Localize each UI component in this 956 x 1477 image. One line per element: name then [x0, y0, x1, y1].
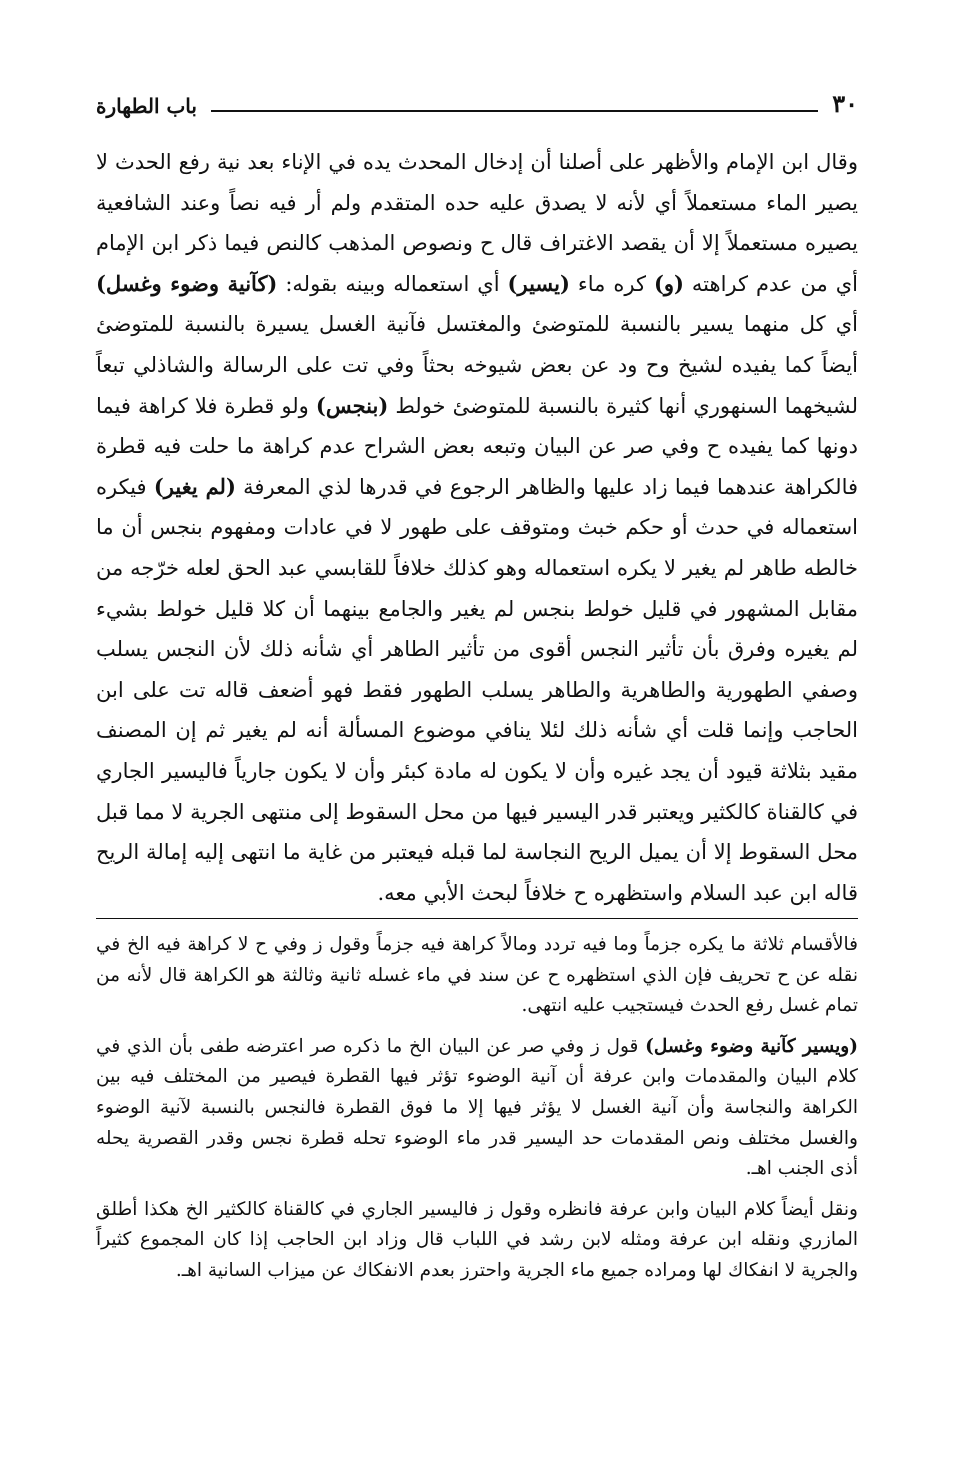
- footnotes: [96, 930, 858, 1297]
- running-header: [96, 84, 858, 118]
- bold-term: (و): [653, 270, 684, 296]
- bold-term: (لم يغير): [153, 473, 236, 499]
- bold-term: (كآنية وضوء وغسل): [96, 270, 278, 296]
- footnote-separator: [96, 918, 858, 919]
- footnote-paragraph-3: ونقل أيضاً كلام البيان وابن عرفة فانظره وقول ز فاليسير الجاري في كالقناة كالكثير الخ هكذا أطلق المازري ونقله ابن عرفة ومثله لابن رشد في اللباب قال وزاد ابن الحاجب إذا كان المجموع كثيراً والجرية لا انفكاك لها ومراده جميع ماء الجرية واحترز بعدم الانفكاك عن ميزاب السانية اهـ.: [96, 1198, 858, 1281]
- text-run: كره ماء: [569, 271, 654, 296]
- footnote-text: قول ز وفي صر عن البيان الخ ما ذكره صر اعترضه طفى بأن الذي في كلام البيان والمقدمات وابن عرفة أن آنية الوضوء تؤثر فيها القطرة فيصير من المختلف فيه بين الكراهة والنجاسة وأن آنية الغسل لا يؤثر فيها إلا ما فوق القطرة فالنجس بالنسبة لآنية الوضوء والغسل مختلف ونص المقدمات حد اليسير قدر ماء الوضوء تحله قطرة نجس وقدر القصرية يحله أذى الجنب اهـ.: [96, 1035, 858, 1180]
- text-run: وقال ابن الإمام والأظهر على أصلنا أن إدخال المحدث يده في الإناء بعد نية رفع الحدث لا يصير الماء مستعملاً أي لأنه لا يصدق عليه حده المتقدم ولم أر فيه نصاً وعند الشافعية يصيره مستعملاً إلا أن يقصد الاغتراف قال ح ونصوص المذهب كالنص فيما ذكر ابن الإمام أي من عدم كراهته: [96, 150, 858, 296]
- bold-term: (يسير): [507, 270, 570, 296]
- footnote-paragraph-2: [96, 1032, 858, 1185]
- main-text: [96, 142, 858, 913]
- footnote-lemma: (ويسير كآنية وضوء وغسل): [645, 1035, 858, 1057]
- chapter-title: باب الطهارة: [96, 94, 197, 118]
- header-rule: [211, 110, 818, 112]
- main-paragraph: [96, 142, 858, 913]
- text-run: أي كل منهما يسير بالنسبة للمتوضئ والمغتسل فآنية الغسل يسيرة بالنسبة للمتوضئ أيضاً كما يفيده لشيخ وح ود عن بعض شيوخه بحثاً وفي تت على الرسالة والشاذلي تبعاً لشيخهما السنهوري أنها كثيرة بالنسبة للمتوضئ خولط: [96, 312, 858, 418]
- text-run: فيكره استعماله في حدث أو حكم خبث ومتوقف على طهور لا في عادات ومفهوم بنجس أن ما خالطه طاهر لم يغير لا يكره استعماله وهو كذلك خلافاً للقابسي عبد الحق لعله خرّجه من مقابل المشهور في قليل خولط بنجس لم يغير والجامع بينهما أن كلا قليل خولط بشيء لم يغيره وفرق بأن تأثير النجس أقوى من تأثير الطاهر أي شأنه ذلك لأن النجس يسلب وصفي الطهورية والطاهرية والطاهر يسلب الطهور فقط فهو أضعف قاله تت على ابن الحاجب وإنما قلت أي شأنه ذلك لئلا ينافي موضوع المسألة أنه لم يغير ثم إن المصنف مقيد بثلاثة قيود أن يجد غيره وأن لا يكون له مادة كبئر وأن لا يكون جارياً فاليسير الجاري في كالقناة كالكثير ويعتبر قدر اليسير فيها من محل السقوط إلى منتهى الجرية لا مما قبل محل السقوط إلا أن يميل الريح النجاسة لما قبله فيعتبر من غاية ما انتهى إليه إمالة الريح قاله ابن عبد السلام واستظهره ح خلافاً لبحث الأبي معه.: [96, 474, 858, 905]
- bold-term: (بنجس): [315, 392, 389, 418]
- footnote-paragraph-1: فالأقسام ثلاثة ما يكره جزماً وما فيه تردد ومالاً كراهة فيه جزماً وقول ز وفي ح لا كراهة فيه الخ في نقله عن ح تحريف فإن الذي استظهره ح عن سند في ماء غسله ثانية وثالثة هو الكراهة قال لأنه من تمام غسل رفع الحدث فيستجيب عليه انتهى.: [96, 934, 858, 1017]
- text-run: ولو قطرة فلا كراهة فيما دونها كما يفيده ح وفي صر عن البيان وتبعه بعض الشراح عدم كراهة ما حلت فيه قطرة فالكراهة عندهما فيما زاد عليها والظاهر الرجوع في قدرها لذي المعرفة: [96, 393, 858, 499]
- page-number: ٣٠: [832, 89, 858, 118]
- text-run: أي استعماله وبينه بقوله:: [277, 271, 508, 296]
